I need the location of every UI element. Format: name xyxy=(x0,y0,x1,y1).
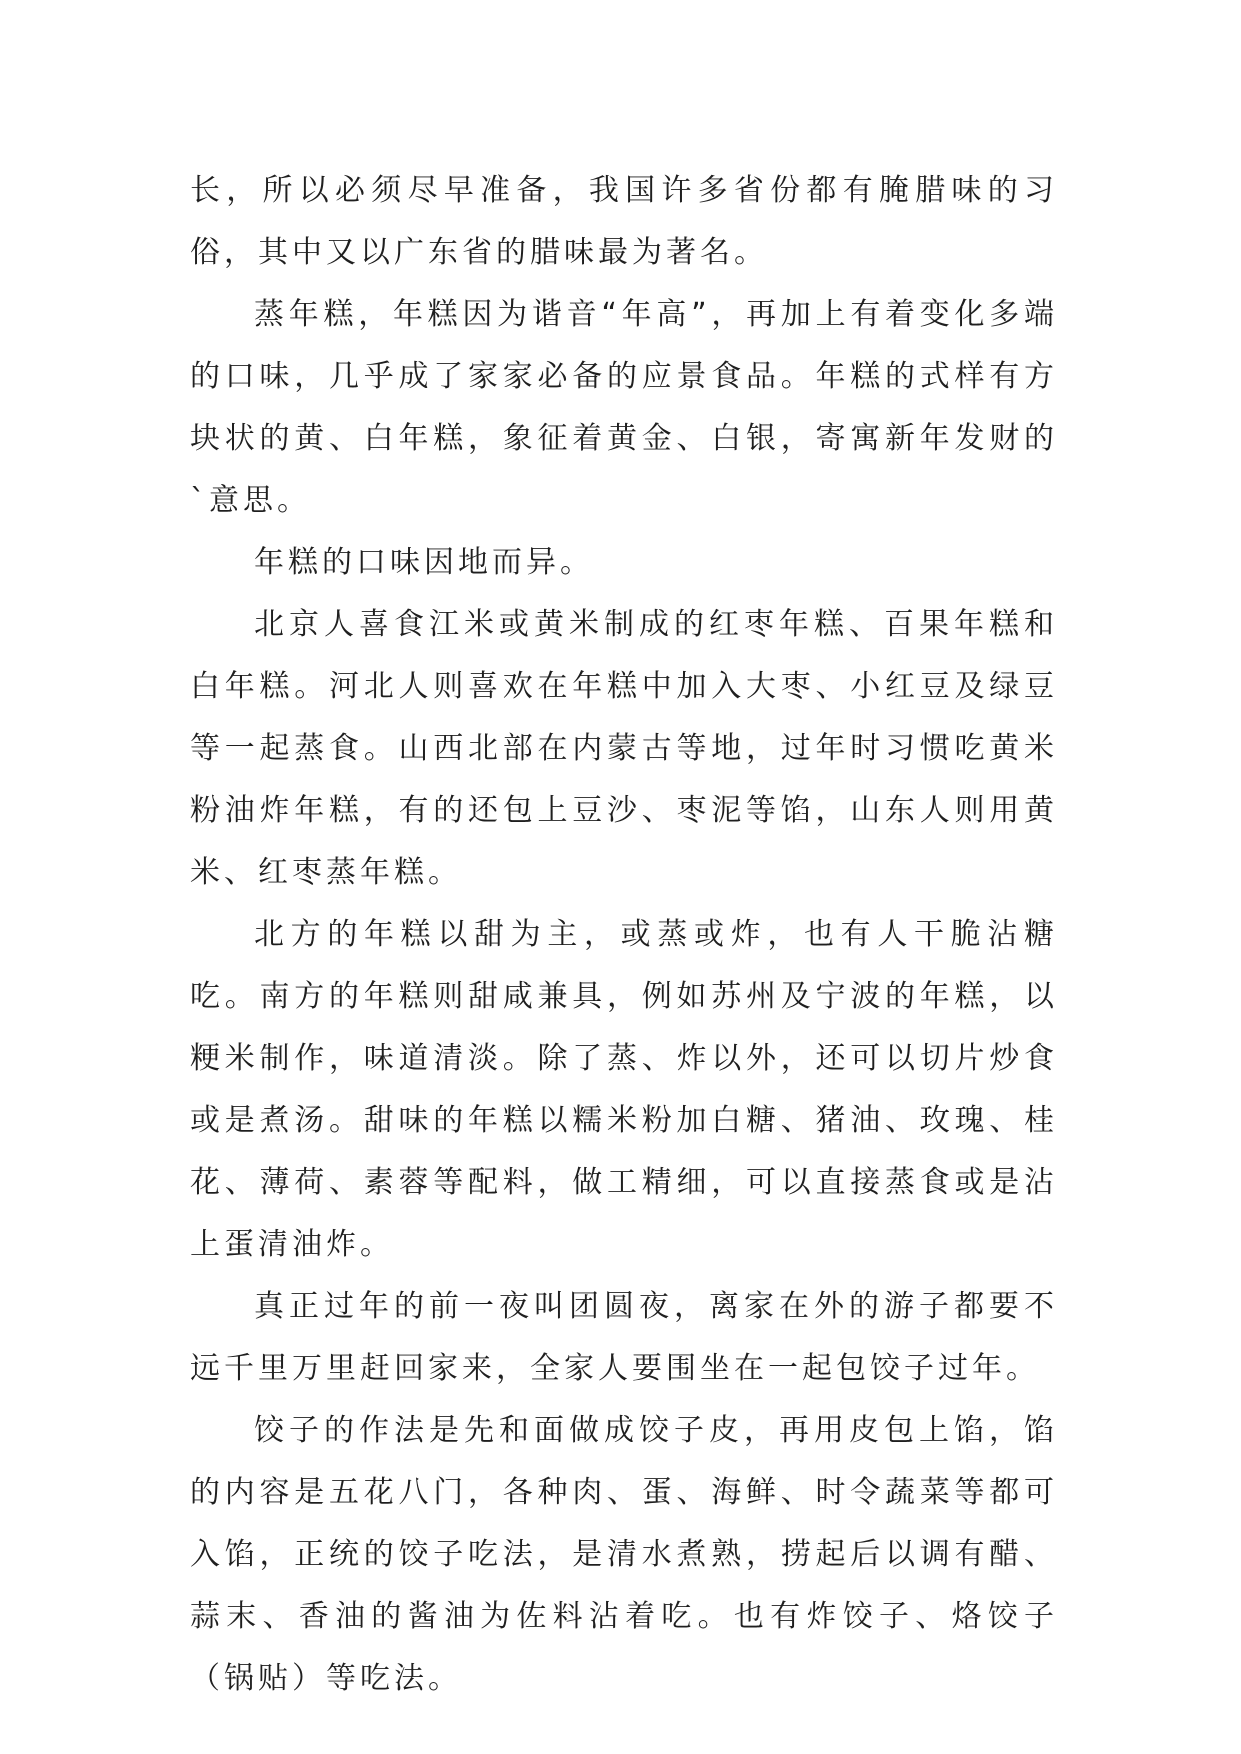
paragraph-steamed-rice-cake: 蒸年糕，年糕因为谐音“年高”，再加上有着变化多端的口味，几乎成了家家必备的应景食品。年糕的式样有方块状的黄、白年糕，象征着黄金、白银，寄寓新年发财的`意思。 xyxy=(190,297,1058,518)
paragraph-rice-cake-flavors: 年糕的口味因地而异。 xyxy=(254,545,594,580)
paragraph-reunion-night: 真正过年的前一夜叫团圆夜，离家在外的游子都要不远千里万里赶回家来，全家人要围坐在一起包饺子过年。 xyxy=(190,1289,1058,1386)
paragraph-dumplings: 饺子的作法是先和面做成饺子皮，再用皮包上馅，馅的内容是五花八门，各种肉、蛋、海鲜、时令蔬菜等都可入馅，正统的饺子吃法，是清水煮熟，捞起后以调有醋、蒜末、香油的酱油为佐料沾着吃。也有炸饺子、烙饺子（锅贴）等吃法。 xyxy=(190,1413,1058,1696)
paragraph-cured-meat: 长，所以必须尽早准备，我国许多省份都有腌腊味的习俗，其中又以广东省的腊味最为著名。 xyxy=(190,173,1058,270)
document-body xyxy=(190,160,1058,1710)
paragraph-north-south-styles: 北方的年糕以甜为主，或蒸或炸，也有人干脆沾糖吃。南方的年糕则甜咸兼具，例如苏州及宁波的年糕，以粳米制作，味道清淡。除了蒸、炸以外，还可以切片炒食或是煮汤。甜味的年糕以糯米粉加白糖、猪油、玫瑰、桂花、薄荷、素蓉等配料，做工精细，可以直接蒸食或是沾上蛋清油炸。 xyxy=(190,917,1058,1262)
paragraph-northern-regions: 北京人喜食江米或黄米制成的红枣年糕、百果年糕和白年糕。河北人则喜欢在年糕中加入大枣、小红豆及绿豆等一起蒸食。山西北部在内蒙古等地，过年时习惯吃黄米粉油炸年糕，有的还包上豆沙、枣泥等馅，山东人则用黄米、红枣蒸年糕。 xyxy=(190,607,1058,890)
